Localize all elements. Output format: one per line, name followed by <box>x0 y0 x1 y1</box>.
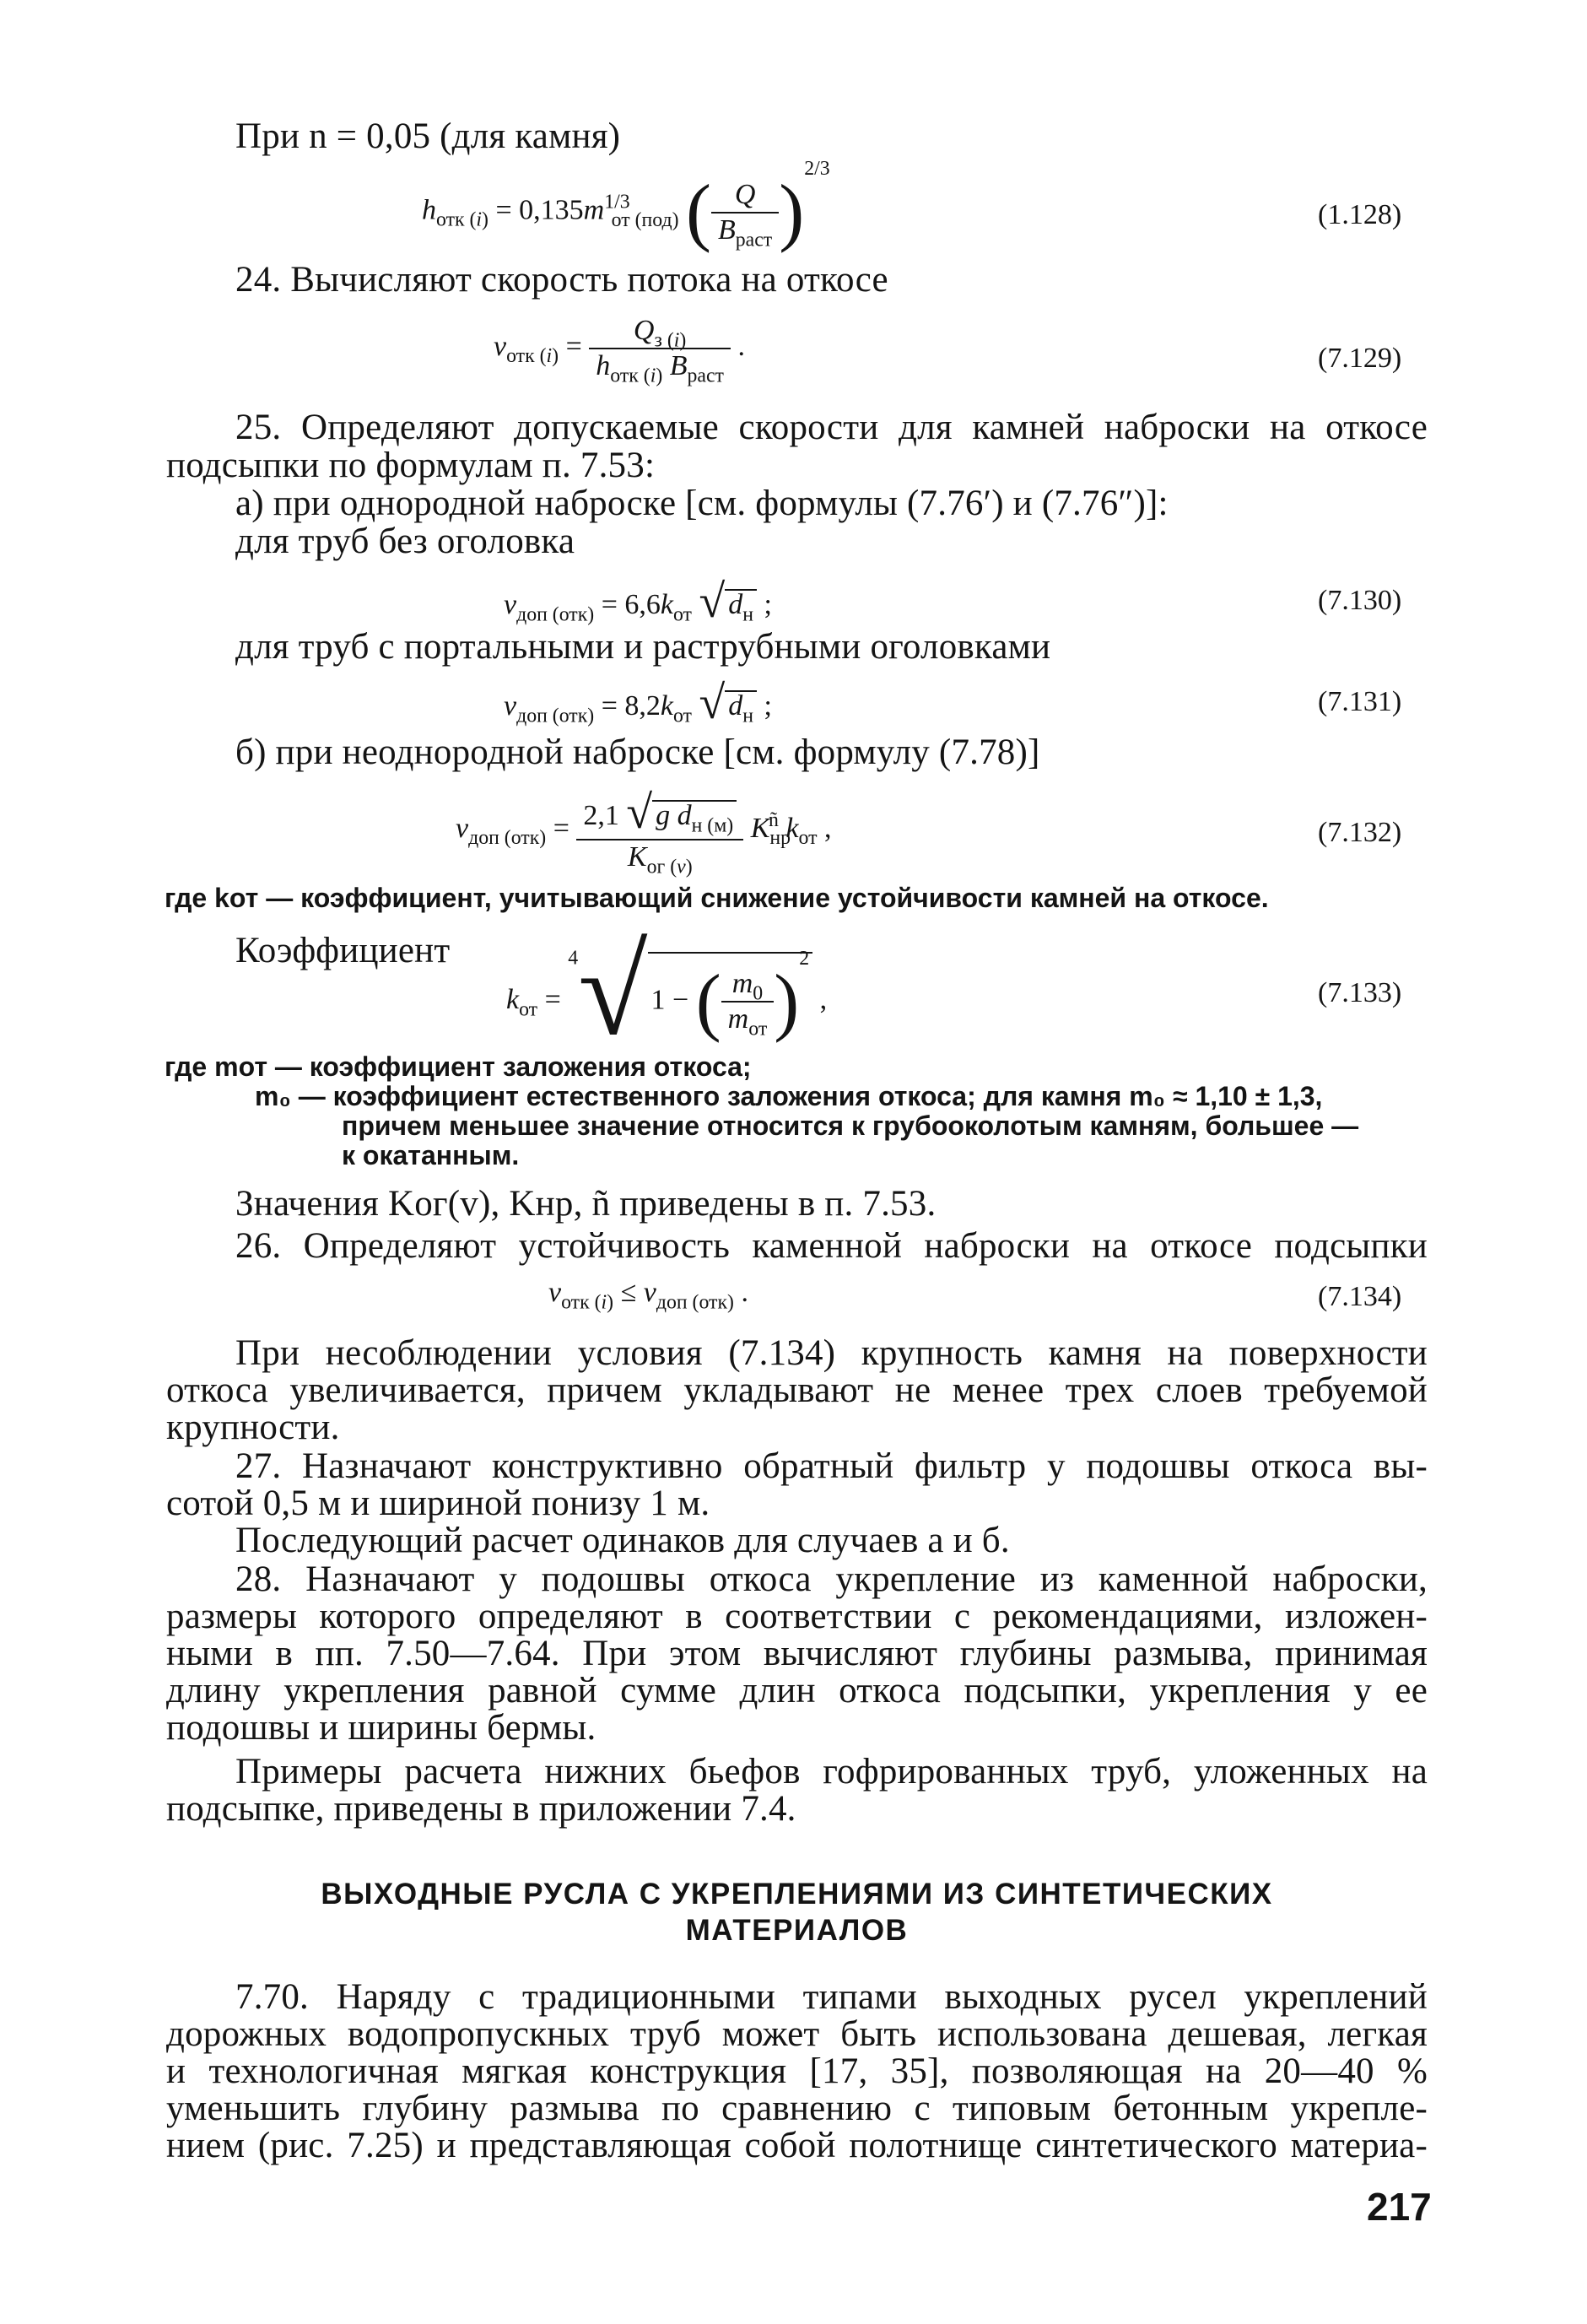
text-line: Значения Kог(v), Kнр, ñ приведены в п. 7.53. <box>235 1184 937 1224</box>
page-number: 217 <box>1367 2185 1432 2229</box>
text-line: крупности. <box>166 1408 340 1447</box>
definition: к окатанным. <box>342 1140 520 1170</box>
text-line: б) при неоднородной наброске [см. формулу (7.78)] <box>235 732 1040 772</box>
text-line: подошвы и ширины бермы. <box>166 1708 596 1748</box>
equation-number: (7.129) <box>1318 343 1402 374</box>
equation-number: (7.131) <box>1318 686 1402 717</box>
formula-7-133: $k_{от} = ^4√$ 1 − ( $\frac{m_0}{m_{от}}$ )$^2$ , <box>506 921 828 1062</box>
text-line: При несоблюдении условия (7.134) крупность камня на поверхности <box>235 1333 1428 1373</box>
text-line: сотой 0,5 м и шириной понизу 1 м. <box>166 1484 710 1523</box>
text-line: размеры которого определяют в соответствии с рекомендациями, изложен- <box>166 1597 1428 1636</box>
equation-number: (1.128) <box>1318 199 1402 230</box>
equation-number: (7.132) <box>1318 817 1402 848</box>
text-line: дорожных водопропускных труб может быть использована дешевая, легкая <box>166 2014 1428 2054</box>
equation-number: (7.130) <box>1318 585 1402 616</box>
text-line: При n = 0,05 (для камня) <box>235 116 621 156</box>
formula-7-129: $v_{отк (i)}$ = $\frac{Q_{з (i)}}{h_{отк (i)} B_{раст}}$ . <box>494 315 745 387</box>
equation-number: (7.134) <box>1318 1281 1402 1312</box>
text-line: для труб без оголовка <box>235 522 575 561</box>
formula-7-134: $v_{отк (i)} \le v_{доп (отк)}$ . <box>548 1277 748 1314</box>
text-line: для труб с портальными и раструбными оголовками <box>235 627 1051 667</box>
text-line: 28. Назначают у подошвы откоса укрепление из каменной наброски, <box>235 1559 1428 1599</box>
definition: m₀ — коэффициент естественного заложения откоса; для камня m₀ ≈ 1,10 ± 1,3, <box>255 1081 1323 1111</box>
text-line: длину укрепления равной сумме длин откоса подсыпки, укрепления у ее <box>166 1671 1428 1711</box>
formula-7-131: $v_{доп (отк)} = 8,2k_{от}$ √ $d_н$ ; <box>504 677 772 729</box>
text-line: 7.70. Наряду с традиционными типами выходных русел укреплений <box>235 1977 1428 2017</box>
formula-7-130: $v_{доп (отк)} = 6,6k_{от}$ √ $d_н$ ; <box>504 576 772 628</box>
text-line: ными в пп. 7.50—7.64. При этом вычисляют глубины размыва, принимая <box>166 1634 1428 1673</box>
text-line: 24. Вычисляют скорость потока на откосе <box>235 260 888 300</box>
text-line: уменьшить глубину размыва по сравнению с типовым бетонным укрепле- <box>166 2089 1428 2128</box>
text-line: подсыпки по формулам п. 7.53: <box>166 446 656 485</box>
text-line: 26. Определяют устойчивость каменной наброски на откосе подсыпки <box>235 1226 1428 1266</box>
text-line: нием (рис. 7.25) и представляющая собой полотнище синтетического материа- <box>166 2126 1428 2165</box>
equation-number: (7.133) <box>1318 977 1402 1008</box>
text-line: откоса увеличивается, причем укладывают не менее трех слоев требуемой <box>166 1370 1428 1410</box>
definition: где mот — коэффициент заложения откоса; <box>165 1051 752 1082</box>
text-line: и технологичная мягкая конструкция [17, 35], позволяющая на 20—40 % <box>166 2051 1428 2091</box>
text-line: а) при однородной наброске [см. формулы (7.76′) и (7.76″)]: <box>235 484 1169 523</box>
definition: причем меньшее значение относится к грубооколотым камням, большее — <box>342 1111 1359 1141</box>
section-heading: МАТЕРИАЛОВ <box>685 1914 909 1947</box>
text-line: Примеры расчета нижних бьефов гофрированных труб, уложенных на <box>235 1752 1428 1792</box>
text-line: Последующий расчет одинаков для случаев а и б. <box>235 1521 1010 1560</box>
section-heading: ВЫХОДНЫЕ РУСЛА С УКРЕПЛЕНИЯМИ ИЗ СИНТЕТИЧЕСКИХ <box>321 1878 1273 1911</box>
formula-7-132: $v_{доп (отк)}$ = $\frac{2,1 √ g d_{н (м)}}{K_{ог (v)}}$ $K_{нр}^ñ$ $k_{от}$ , <box>456 786 832 878</box>
definition: где kот — коэффициент, учитывающий снижение устойчивости камней на откосе. <box>165 883 1269 913</box>
formula-1-128: $h_{отк (i)} = 0,135m^{1/3}_{от (под)}$ ( $\frac{Q}{B_{раст}}$ )$^{2/3}$ <box>422 158 830 254</box>
text-line: 25. Определяют допускаемые скорости для камней наброски на откосе <box>235 408 1428 447</box>
text-line: подсыпке, приведены в приложении 7.4. <box>166 1789 796 1829</box>
text-line: 27. Назначают конструктивно обратный фильтр у подошвы откоса вы- <box>235 1446 1428 1486</box>
text-line: Коэффициент <box>235 931 451 970</box>
